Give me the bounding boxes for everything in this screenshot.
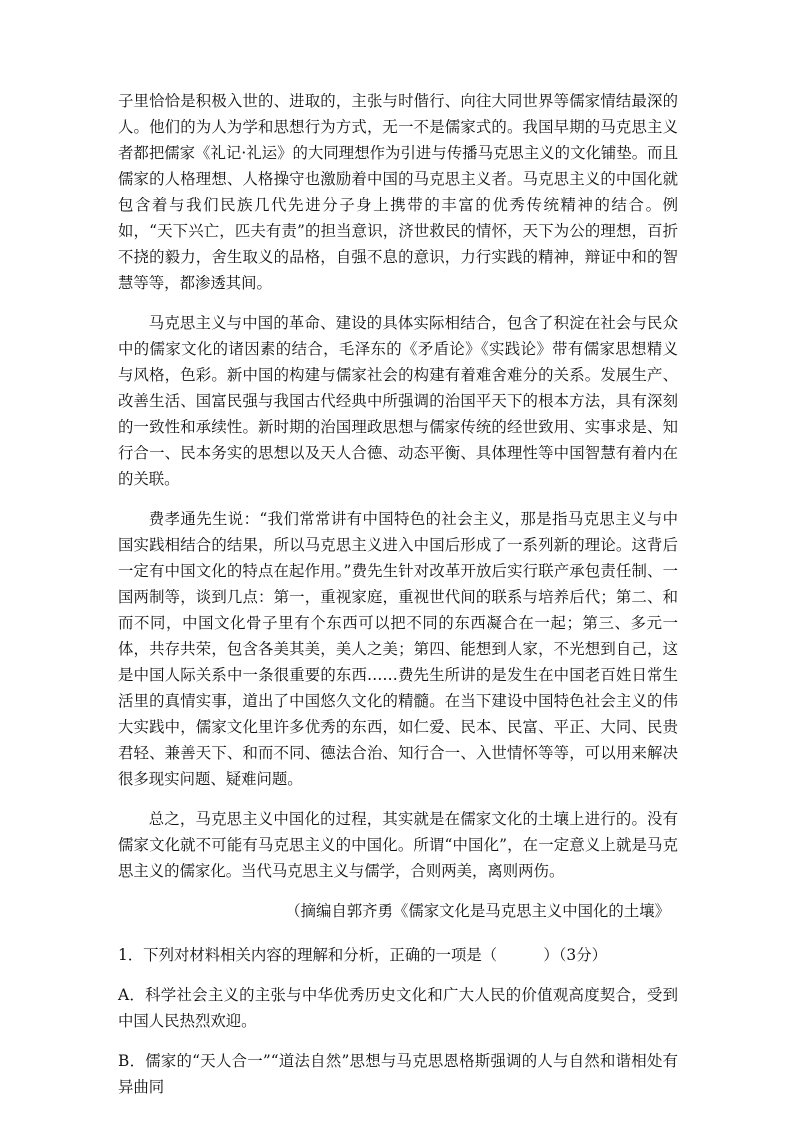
option-a: A．科学社会主义的主张与中华优秀历史文化和广大人民的价值观高度契合，受到中国人民热烈欢迎。 (118, 986, 678, 1030)
option-b: B．儒家的“天人合一”“道法自然”思想与马克思恩格斯强调的人与自然和谐相处有异曲同 (118, 1052, 678, 1096)
body-paragraph-2: 马克思主义与中国的革命、建设的具体实际相结合，包含了积淀在社会与民众中的儒家文化的诸因素的结合，毛泽东的《矛盾论》《实践论》带有儒家思想精义与风格，色彩。新中国的构建与儒家社会的构建有着难舍难分的关系。发展生产、改善生活、国富民强与我国古代经典中所强调的治国平天下的根本方法，具有深刻的一致性和承续性。新时期的治国理政思想与儒家传统的经世致用、实事求是、知行合一、民本务实的思想以及天人合德、动态平衡、具体理性等中国智慧有着内在的关联。 (118, 314, 678, 488)
document-page (118, 88, 678, 1114)
question-1: 1．下列对材料相关内容的理解和分析，正确的一项是（ ）（3分） (118, 946, 607, 964)
body-paragraph-4: 总之，马克思主义中国化的过程，其实就是在儒家文化的土壤上进行的。没有儒家文化就不可能有马克思主义的中国化。所谓“中国化”，在一定意义上就是马克思主义的儒家化。当代马克思主义与儒学，合则两美，离则两伤。 (118, 810, 678, 880)
source-citation: （摘编自郭齐勇《儒家文化是马克思主义中国化的土壤》 (285, 902, 670, 920)
body-paragraph-1: 子里恰恰是积极入世的、进取的，主张与时偕行、向往大同世界等儒家情结最深的人。他们的为人为学和思想行为方式，无一不是儒家式的。我国早期的马克思主义者都把儒家《礼记·礼运》的大同理想作为引进与传播马克思主义的文化铺垫。而且儒家的人格理想、人格操守也激励着中国的马克思主义者。马克思主义的中国化就包含着与我们民族几代先进分子身上携带的丰富的优秀传统精神的结合。例如，“天下兴亡，匹夫有责”的担当意识，济世救民的情怀，天下为公的理想，百折不挠的毅力，舍生取义的品格，自强不息的意识，力行实践的精神，辩证中和的智慧等等，都渗透其间。 (118, 92, 678, 292)
body-paragraph-3: 费孝通先生说：“我们常常讲有中国特色的社会主义，那是指马克思主义与中国实践相结合的结果，所以马克思主义进入中国后形成了一系列新的理论。这背后一定有中国文化的特点在起作用。”费先生针对改革开放后实行联产承包责任制、一国两制等，谈到几点：第一，重视家庭，重视世代间的联系与培养后代；第二、和而不同，中国文化骨子里有个东西可以把不同的东西凝合在一起；第三、多元一体，共存共荣，包含各美其美，美人之美；第四、能想到人家，不光想到自己，这是中国人际关系中一条很重要的东西……费先生所讲的是发生在中国老百姓日常生活里的真情实事，道出了中国悠久文化的精髓。在当下建设中国特色社会主义的伟大实践中，儒家文化里许多优秀的东西，如仁爱、民本、民富、平正、大同、民贵君轻、兼善天下、和而不同、德法合治、知行合一、入世情怀等等，可以用来解决很多现实问题、疑难问题。 (118, 510, 678, 788)
